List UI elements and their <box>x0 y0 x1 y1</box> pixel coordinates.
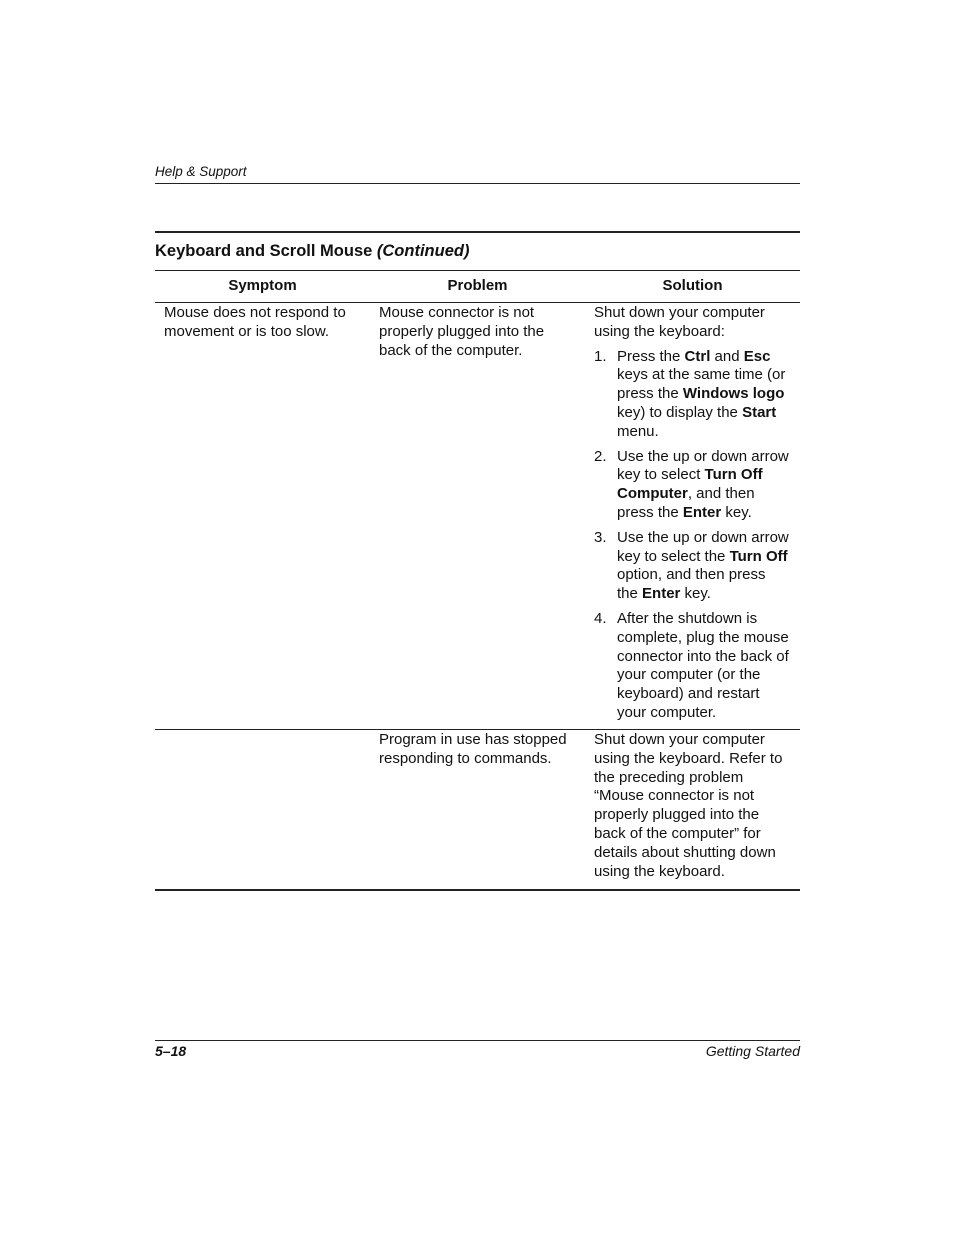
table-title <box>155 233 800 271</box>
table-row <box>155 303 800 730</box>
column-header-symptom: Symptom <box>228 277 297 294</box>
solution-step <box>594 448 790 523</box>
step-text: Use the up or down arrow key to select Turn Off Computer, and then press the Enter key. <box>617 447 789 521</box>
solution-step <box>594 610 790 723</box>
problem-cell: Program in use has stopped responding to commands. <box>379 731 567 767</box>
step-number: 3. <box>594 528 607 546</box>
problem-cell: Mouse connector is not properly plugged into the back of the computer. <box>379 304 545 359</box>
running-header: Help & Support <box>155 164 800 184</box>
solution-cell: Shut down your computer using the keyboard. Refer to the preceding problem “Mouse connector is not properly plugged into the back of the computer” for details about shutting down using the keyboard. <box>594 731 783 880</box>
table-title-suffix: (Continued) <box>376 242 470 260</box>
symptom-cell <box>155 730 370 889</box>
solution-step <box>594 348 790 442</box>
column-headers <box>155 271 800 303</box>
table-title-text: Keyboard and Scroll Mouse <box>155 242 373 260</box>
page-number: 5–18 <box>155 1043 187 1059</box>
solution-intro: Shut down your computer using the keyboard: <box>594 304 765 340</box>
table-row <box>155 730 800 891</box>
running-footer <box>155 1040 800 1059</box>
book-title: Getting Started <box>705 1043 800 1059</box>
step-text: Use the up or down arrow key to select the Turn Off option, and then press the Enter key. <box>617 528 789 603</box>
step-text: Press the Ctrl and Esc keys at the same time (or press the Windows logo key) to display the Start menu. <box>617 347 786 440</box>
step-number: 1. <box>594 347 607 365</box>
column-header-problem: Problem <box>447 277 508 294</box>
step-text: After the shutdown is complete, plug the mouse connector into the back of your computer (or the keyboard) and restart your computer. <box>617 609 789 721</box>
solution-cell <box>585 303 800 729</box>
solution-steps <box>594 348 790 723</box>
step-number: 4. <box>594 609 607 627</box>
symptom-cell: Mouse does not respond to movement or is too slow. <box>164 304 346 340</box>
step-number: 2. <box>594 447 607 465</box>
column-header-solution: Solution <box>662 277 723 294</box>
troubleshooting-table <box>155 231 800 891</box>
solution-step <box>594 529 790 604</box>
